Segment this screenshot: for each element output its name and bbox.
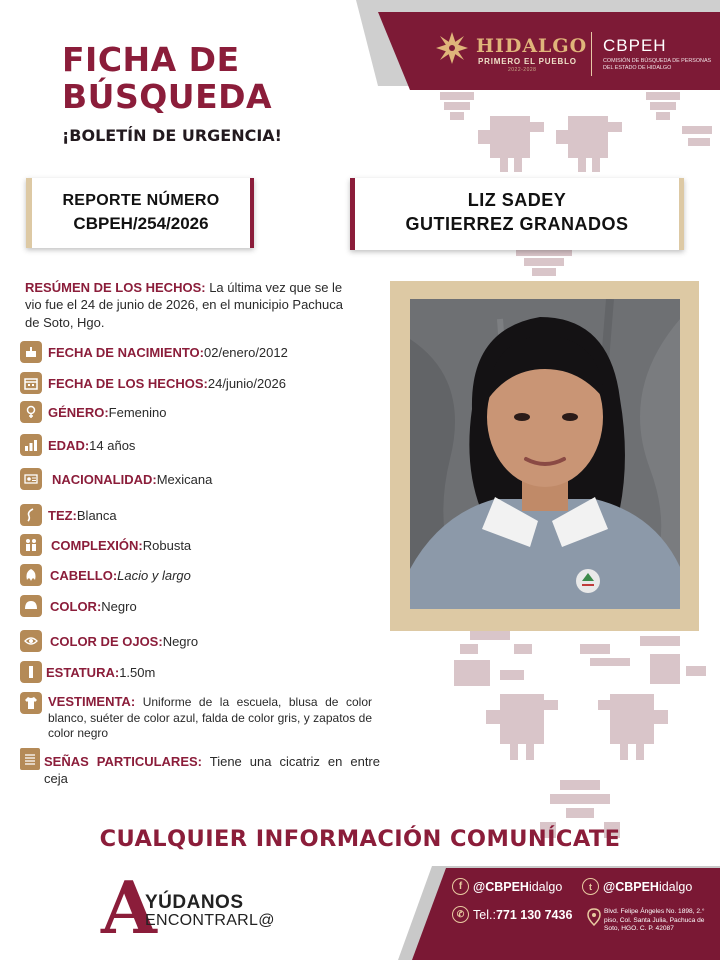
- person-last-name: GUTIERREZ GRANADOS: [405, 214, 629, 234]
- event-date-label: FECHA DE LOS HECHOS:: [48, 375, 208, 391]
- skin-value: Blanca: [76, 507, 117, 523]
- hair-color-label: COLOR:: [50, 598, 102, 614]
- detail-row-age: [20, 434, 135, 456]
- eye-color-label: COLOR DE OJOS:: [50, 633, 163, 649]
- body-icon: [20, 534, 42, 556]
- detail-row-birthdate: [20, 341, 288, 363]
- detail-row-eye-color: [20, 630, 198, 652]
- age-icon: [20, 434, 42, 456]
- eye-icon: [20, 630, 42, 652]
- build-label: COMPLEXIÓN:: [51, 537, 143, 553]
- detail-row-hair: [20, 564, 191, 586]
- detail-row-build: [20, 534, 191, 556]
- detail-row-gender: [20, 401, 166, 423]
- shirt-icon: [20, 692, 42, 714]
- facts-summary-label: RESÚMEN DE LOS HECHOS:: [25, 280, 206, 295]
- report-number-box: [26, 178, 254, 248]
- clothing-label: VESTIMENTA:: [48, 694, 136, 709]
- nationality-value: Mexicana: [156, 471, 213, 487]
- height-value: 1.50m: [119, 664, 156, 680]
- detail-row-hair-color: [20, 595, 137, 617]
- twitter-contact[interactable]: [582, 878, 692, 895]
- detail-row-event-date: [20, 372, 286, 394]
- gender-value: Femenino: [108, 404, 167, 420]
- particular-marks: [44, 754, 380, 787]
- hair-value: Lacio y largo: [117, 567, 191, 583]
- help-logo-letter: A: [101, 865, 157, 950]
- facebook-handle-bold: @CBPEH: [473, 879, 529, 894]
- height-label: ESTATURA:: [46, 664, 120, 680]
- age-value: 14 años: [89, 437, 136, 453]
- logo-divider: [591, 32, 592, 76]
- facts-summary-text: La última vez que se le vio fue el 24 de junio de 2026, en el municipio Pachuca de Soto, Hgo.: [25, 280, 343, 330]
- age-label: EDAD:: [48, 437, 90, 453]
- help-logo-line2: ENCONTRARL@: [145, 912, 275, 929]
- clothing-description: [48, 694, 372, 741]
- calendar-icon: [20, 372, 42, 394]
- hidalgo-flower-logo-icon: [434, 30, 470, 66]
- event-date-value: 24/junio/2026: [207, 375, 286, 391]
- help-logo-line1: YÚDANOS: [145, 892, 244, 913]
- ruler-icon: [20, 661, 42, 683]
- gender-icon: [20, 401, 42, 423]
- phone-icon: ✆: [452, 906, 469, 923]
- twitter-handle-bold: @CBPEH: [603, 879, 659, 894]
- wig-icon: [20, 595, 42, 617]
- eye-color-value: Negro: [162, 633, 199, 649]
- build-value: Robusta: [142, 537, 192, 553]
- hair-label: CABELLO:: [50, 567, 118, 583]
- facebook-contact[interactable]: [452, 878, 562, 895]
- birthdate-label: FECHA DE NACIMIENTO:: [48, 344, 204, 360]
- phone-number: 771 130 7436: [495, 907, 573, 922]
- hidalgo-tagline: PRIMERO EL PUEBLO: [478, 57, 577, 66]
- location-pin-icon: [587, 908, 601, 926]
- facebook-icon: f: [452, 878, 469, 895]
- facebook-handle-rest: idalgo: [528, 879, 563, 894]
- marks-text: Tiene una cicatriz en entre ceja: [44, 754, 380, 786]
- detail-row-height: [20, 661, 155, 683]
- cake-icon: [20, 341, 42, 363]
- birthdate-value: 02/enero/2012: [204, 344, 288, 360]
- gender-label: GÉNERO:: [48, 404, 109, 420]
- phone-label: Tel.:: [473, 907, 496, 922]
- missing-person-photo: [410, 299, 680, 609]
- fingerprint-icon: [20, 748, 40, 770]
- detail-row-skin: [20, 504, 117, 526]
- skin-label: TEZ:: [48, 507, 77, 523]
- report-number: CBPEH/254/2026: [73, 214, 209, 233]
- facts-summary: [25, 279, 355, 331]
- detail-row-nationality: [20, 468, 212, 490]
- urgency-subtitle: ¡BOLETÍN DE URGENCIA!: [62, 126, 282, 145]
- cbpeh-description: COMISIÓN DE BÚSQUEDA DE PERSONAS DEL ESTADO DE HIDALGO: [603, 58, 712, 72]
- office-address: Blvd. Felipe Ángeles No. 1898, 2.° piso, Col. Santa Julia, Pachuca de Soto, HGO. C. P. 42087: [604, 908, 705, 933]
- report-label: REPORTE NÚMERO: [62, 192, 220, 209]
- hair-color-value: Negro: [101, 598, 137, 614]
- marks-label: SEÑAS PARTICULARES:: [44, 754, 202, 769]
- phone-contact[interactable]: [452, 906, 572, 923]
- clothing-text: Uniforme de la escuela, blusa de color blanco, suéter de color azul, falda de color gris, y zapatos de color negro: [48, 695, 372, 740]
- twitter-icon: t: [582, 878, 599, 895]
- cbpeh-logo-text: CBPEH: [603, 36, 667, 55]
- hidalgo-years: 2022-2028: [508, 67, 537, 73]
- page-title: FICHA DE BÚSQUEDA: [62, 40, 273, 116]
- nationality-label: NACIONALIDAD:: [52, 471, 157, 487]
- face-icon: [20, 504, 42, 526]
- contact-call-to-action: CUALQUIER INFORMACIÓN COMUNÍCATE: [99, 826, 621, 852]
- hidalgo-logo-text: HIDALGO: [476, 35, 588, 57]
- hair-icon: [20, 564, 42, 586]
- id-card-icon: [20, 468, 42, 490]
- person-first-name: LIZ SADEY: [467, 190, 567, 210]
- twitter-handle-rest: idalgo: [658, 879, 693, 894]
- person-name-box: [350, 178, 684, 250]
